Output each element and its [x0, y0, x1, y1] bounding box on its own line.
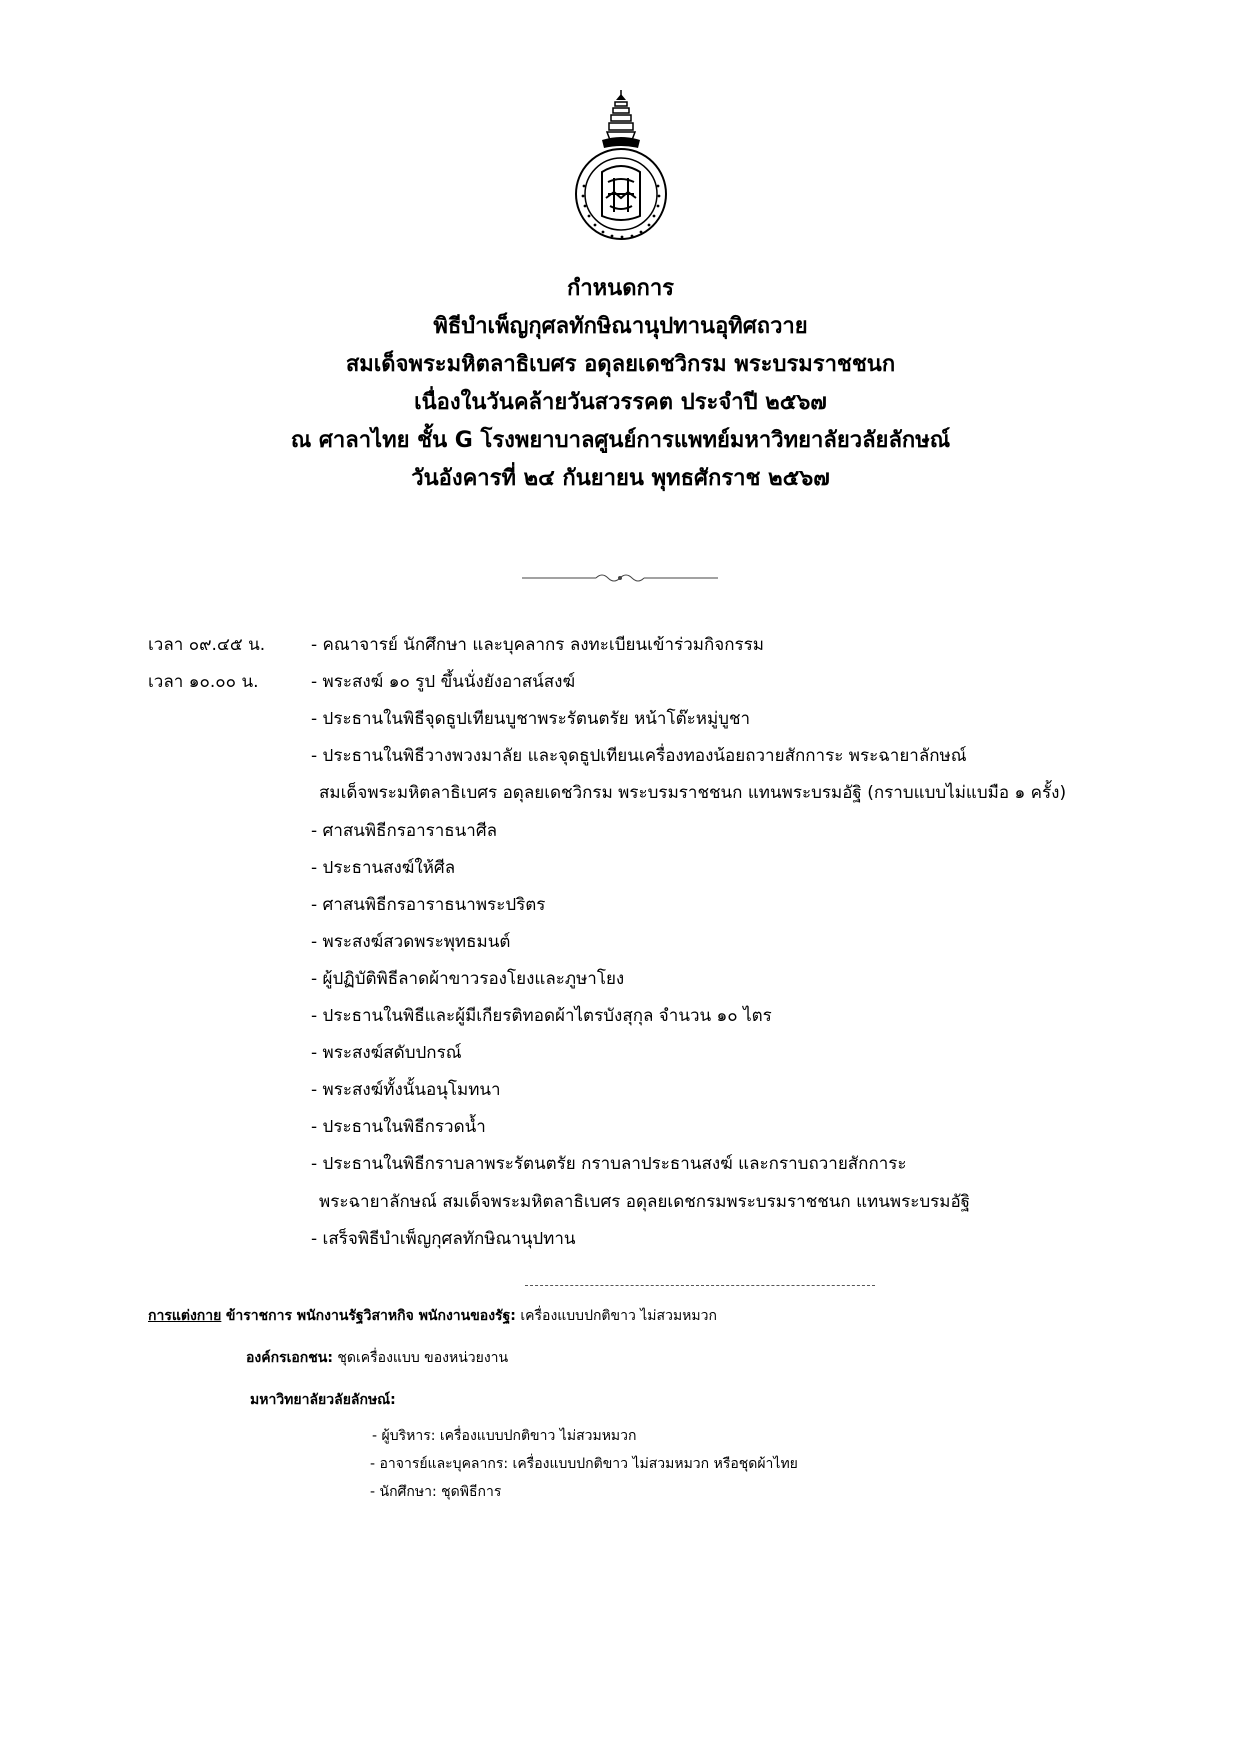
schedule-item: - ประธานในพิธีกราบลาพระรัตนตรัย กราบลาประธานสงฆ์ และกราบถวายสักการะ: [311, 1154, 907, 1175]
schedule-item: - เสร็จพิธีบำเพ็ญกุศลทักษิณานุปทาน: [311, 1228, 576, 1249]
dress-univ-item: - ผู้บริหาร: เครื่องแบบปกติขาว ไม่สวมหมวก: [372, 1428, 637, 1444]
schedule-time: เวลา ๐๙.๔๕ น.: [148, 635, 266, 655]
dress-univ-item: - อาจารย์และบุคลากร: เครื่องแบบปกติขาว ไม่สวมหมวก หรือชุดผ้าไทย: [370, 1456, 798, 1472]
schedule-item: - ประธานสงฆ์ให้ศีล: [311, 857, 456, 878]
schedule-item: - ศาสนพิธีกรอาราธนาพระปริตร: [311, 894, 546, 915]
university-seal-icon: [572, 90, 670, 256]
schedule-item: - ศาสนพิธีกรอาราธนาศีล: [311, 820, 498, 841]
title-line: กำหนดการ: [567, 276, 674, 301]
title-block: [0, 270, 1241, 498]
schedule-item: - ประธานในพิธีกรวดน้ำ: [311, 1117, 486, 1138]
schedule-time: เวลา ๑๐.๐๐ น.: [148, 672, 259, 693]
dress-univ-label: มหาวิทยาลัยวลัยลักษณ์:: [250, 1392, 396, 1408]
schedule-item: - ประธานในพิธีและผู้มีเกียรติทอดผ้าไตรบังสุกุล จำนวน ๑๐ ไตร: [311, 1006, 772, 1026]
dress-univ-item: - นักศึกษา: ชุดพิธีการ: [370, 1484, 502, 1500]
title-line: วันอังคารที่ ๒๔ กันยายน พุทธศักราช ๒๕๖๗: [411, 466, 830, 491]
dress-university: [250, 1389, 396, 1411]
dress-heading: การแต่งกาย: [148, 1308, 222, 1324]
title-line: พิธีบำเพ็ญกุศลทักษิณานุปทานอุทิศถวาย: [433, 314, 808, 339]
schedule-item: - พระสงฆ์ทั้งนั้นอนุโมทนา: [311, 1080, 501, 1101]
dress-gov-text: เครื่องแบบปกติขาว ไม่สวมหมวก: [520, 1308, 717, 1324]
dress-private: [246, 1347, 508, 1369]
schedule-item: - ประธานในพิธีจุดธูปเทียนบูชาพระรัตนตรัย หน้าโต๊ะหมู่บูชา: [311, 709, 751, 730]
schedule-item: - คณาจารย์ นักศึกษา และบุคลากร ลงทะเบียนเข้าร่วมกิจกรรม: [311, 635, 764, 655]
dress-private-text: ชุดเครื่องแบบ ของหน่วยงาน: [337, 1350, 509, 1366]
title-line: เนื่องในวันคล้ายวันสวรรคต ประจำปี ๒๕๖๗: [414, 390, 827, 415]
dress-gov-label: ข้าราชการ พนักงานรัฐวิสาหกิจ พนักงานของรัฐ:: [225, 1308, 516, 1324]
schedule-item: พระฉายาลักษณ์ สมเด็จพระมหิตลาธิเบศร อดุลยเดชกรมพระบรมราชชนก แทนพระบรมอัฐิ: [319, 1191, 971, 1212]
schedule-item: - พระสงฆ์สดับปกรณ์: [311, 1043, 462, 1064]
ornament-divider-icon: [522, 568, 718, 588]
schedule-item: - พระสงฆ์ ๑๐ รูป ขึ้นนั่งยังอาสน์สงฆ์: [311, 672, 576, 693]
dress-code-main: [148, 1305, 717, 1327]
title-line: สมเด็จพระมหิตลาธิเบศร อดุลยเดชวิกรม พระบรมราชชนก: [345, 352, 896, 377]
schedule-item: สมเด็จพระมหิตลาธิเบศร อดุลยเดชวิกรม พระบรมราชชนก แทนพระบรมอัฐิ (กราบแบบไม่แบมือ ๑ ครั้ง): [319, 783, 1067, 804]
schedule-item: - ผู้ปฏิบัติพิธีลาดผ้าขาวรองโยงและภูษาโยง: [311, 968, 625, 989]
title-line: ณ ศาลาไทย ชั้น G โรงพยาบาลศูนย์การแพทย์มหาวิทยาลัยวลัยลักษณ์: [290, 428, 951, 453]
schedule-item: - ประธานในพิธีวางพวงมาลัย และจุดธูปเทียนเครื่องทองน้อยถวายสักการะ พระฉายาลักษณ์: [311, 746, 967, 767]
section-divider: [525, 1285, 875, 1286]
schedule-item: - พระสงฆ์สวดพระพุทธมนต์: [311, 931, 511, 952]
dress-private-label: องค์กรเอกชน:: [246, 1350, 333, 1366]
